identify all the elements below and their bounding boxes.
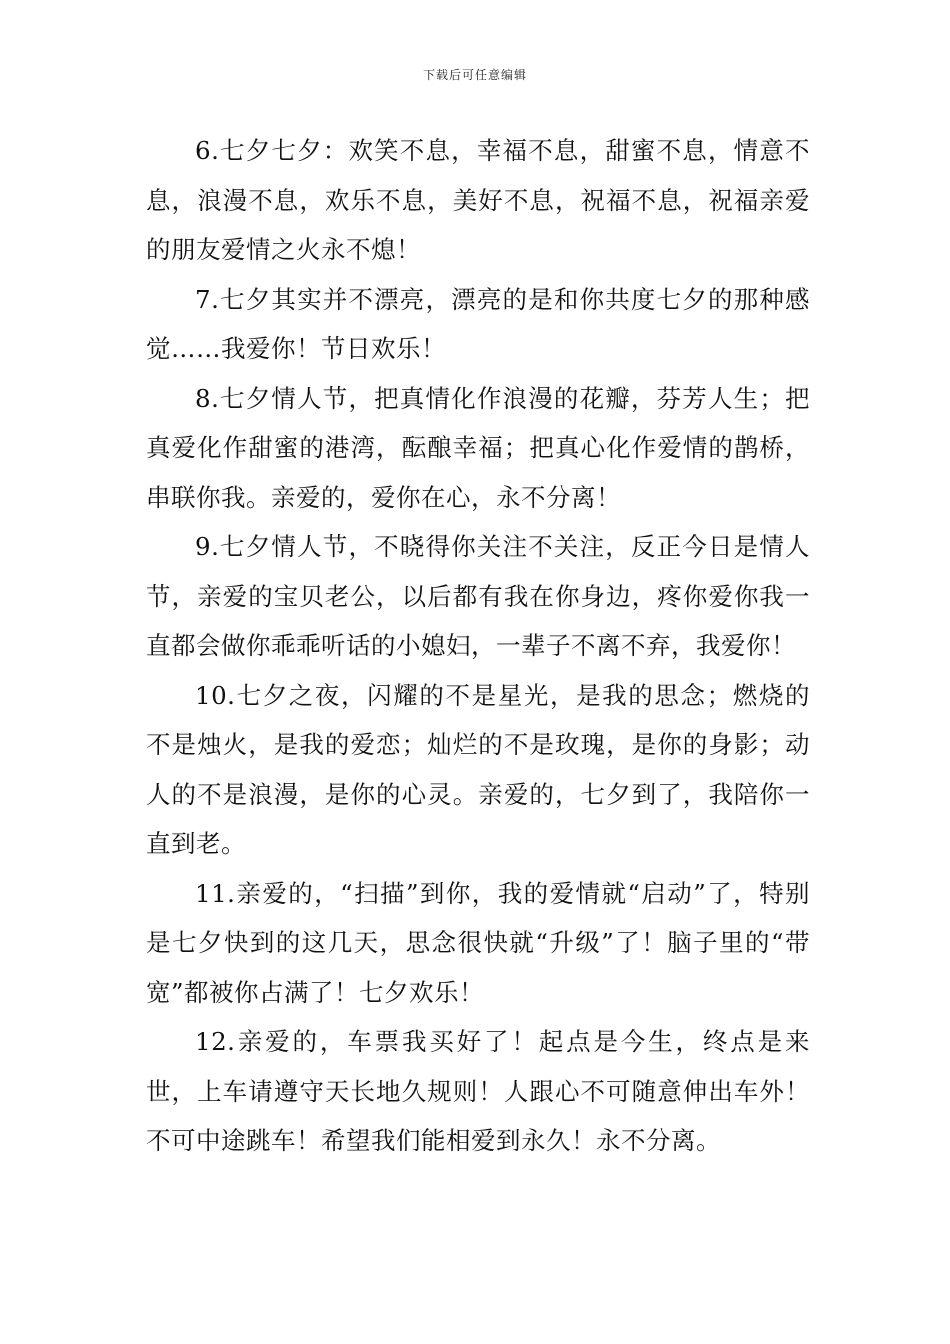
- document-body: [146, 126, 810, 1166]
- page-header: 下载后可任意编辑: [422, 68, 527, 82]
- paragraph-10: 10.七夕之夜，闪耀的不是星光，是我的思念；燃烧的不是烛火，是我的爱恋；灿烂的不是玫瑰，是你的身影；动人的不是浪漫，是你的心灵。亲爱的，七夕到了，我陪你一直到老。: [146, 680, 810, 858]
- paragraph-9: 9.七夕情人节，不晓得你关注不关注，反正今日是情人节，亲爱的宝贝老公，以后都有我在你身边，疼你爱你我一直都会做你乖乖听话的小媳妇，一辈子不离不弃，我爱你！: [146, 532, 810, 660]
- paragraph-7: 7.七夕其实并不漂亮，漂亮的是和你共度七夕的那种感觉……我爱你！节日欢乐！: [146, 284, 810, 363]
- paragraph-12: 12.亲爱的，车票我买好了！起点是今生，终点是来世，上车请遵守天长地久规则！人跟心不可随意伸出车外！不可中途跳车！希望我们能相爱到永久！永不分离。: [146, 1027, 810, 1155]
- paragraph-8: 8.七夕情人节，把真情化作浪漫的花瓣，芬芳人生；把真爱化作甜蜜的港湾，酝酿幸福；把真心化作爱情的鹊桥，串联你我。亲爱的，爱你在心，永不分离！: [146, 383, 810, 512]
- paragraph-6: 6.七夕七夕：欢笑不息，幸福不息，甜蜜不息，情意不息，浪漫不息，欢乐不息，美好不息，祝福不息，祝福亲爱的朋友爱情之火永不熄！: [146, 136, 810, 264]
- paragraph-11: 11.亲爱的，“扫描”到你，我的爱情就“启动”了，特别是七夕快到的这几天，思念很快就“升级”了！脑子里的“带宽”都被你占满了！七夕欢乐！: [146, 878, 810, 1007]
